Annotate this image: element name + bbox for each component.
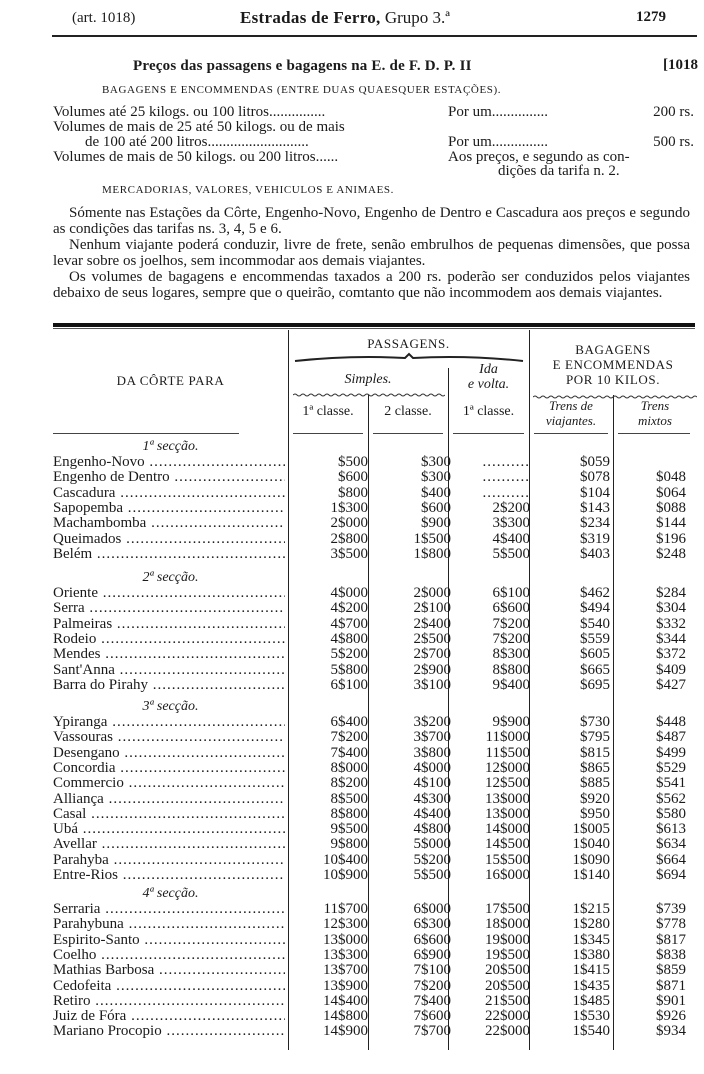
baggage-trens-viajantes: 1$540: [572, 1023, 610, 1040]
section-title: 4ª secção.: [142, 886, 199, 901]
station-name: Palmeiras .....: [53, 617, 285, 632]
fare-simples-2a: 5$000: [413, 836, 451, 853]
station-name: Barra do Pirahy .....: [53, 678, 285, 693]
header-underline: [53, 433, 239, 434]
fare-ida-volta-1a: 14$000: [485, 821, 530, 838]
station-name: Retiro .....: [53, 994, 285, 1009]
fare-simples-2a: 6$900: [413, 946, 451, 963]
fare-simples-1a: 14$400: [323, 992, 368, 1009]
baggage-trens-mixtos: $332: [656, 615, 686, 632]
baggage-trens-mixtos: $859: [656, 962, 686, 979]
fare-simples-2a: 7$400: [413, 992, 451, 1009]
table-top-rule: [53, 323, 695, 327]
fare-ida-volta-1a: 3$300: [492, 515, 530, 532]
baggage-trens-mixtos: $284: [656, 585, 686, 601]
fare-ida-volta-1a: 8$300: [492, 646, 530, 663]
header-underline: [453, 433, 524, 434]
fare-ida-volta-1a: ..........: [482, 454, 530, 470]
fare-simples-1a: 1$300: [330, 499, 368, 516]
fare-simples-1a: 5$800: [330, 661, 368, 678]
station-name: Engenho de Dentro .....: [53, 470, 285, 485]
fare-simples-1a: 14$900: [323, 1023, 368, 1040]
fare-ida-volta-1a: 5$500: [492, 545, 530, 562]
table-row: [53, 1024, 698, 1039]
col-header-passagens: PASSAGENS.: [367, 336, 450, 351]
baggage-trens-mixtos: $541: [656, 775, 686, 792]
fare-simples-1a: 8$500: [330, 790, 368, 807]
station-name: Cascadura .....: [53, 486, 285, 501]
table-row: [53, 663, 698, 678]
fare-simples-1a: 2$800: [330, 530, 368, 547]
baggage-trens-viajantes: 1$140: [572, 867, 610, 883]
fare-simples-2a: 3$800: [413, 744, 451, 761]
fare-ida-volta-1a: 9$400: [492, 676, 530, 693]
baggage-trens-viajantes: 1$005: [572, 821, 610, 838]
fare-simples-2a: 4$100: [413, 775, 451, 792]
station-name: Engenho-Novo .....: [53, 455, 285, 470]
fare-ida-volta-1a: 7$200: [492, 615, 530, 632]
baggage-trens-viajantes: 1$090: [572, 851, 610, 868]
fare-ida-volta-1a: 19$500: [485, 946, 530, 963]
col-header-1a-classe: 1ª classe.: [302, 404, 354, 419]
fare-simples-1a: 5$200: [330, 646, 368, 663]
baggage-trens-viajantes: $059: [580, 454, 610, 470]
table-row: [53, 902, 698, 917]
col-header-bagagens: BAGAGENS: [575, 342, 651, 357]
table-row: [53, 547, 698, 562]
fare-simples-1a: 6$100: [330, 676, 368, 693]
fare-simples-2a: 2$100: [413, 600, 451, 617]
fare-simples-1a: 3$500: [330, 545, 368, 562]
station-name: Avellar .....: [53, 837, 285, 852]
col-header-2-classe: 2 classe.: [384, 404, 432, 419]
baggage-trens-mixtos: $372: [656, 646, 686, 663]
baggage-trens-mixtos: $304: [656, 600, 686, 617]
fare-simples-1a: 13$900: [323, 977, 368, 994]
station-name: Concordia .....: [53, 761, 285, 776]
fare-ida-volta-1a: 12$000: [485, 759, 530, 776]
fare-ida-volta-1a: 13$000: [485, 805, 530, 822]
table-row: [53, 822, 698, 837]
baggage-trens-viajantes: 1$345: [572, 931, 610, 948]
baggage-trens-viajantes: $815: [580, 744, 610, 761]
baggage-trens-mixtos: $529: [656, 759, 686, 776]
fare-simples-1a: 13$300: [323, 946, 368, 963]
table-row: [53, 455, 698, 470]
fare-simples-2a: 4$400: [413, 805, 451, 822]
baggage-trens-viajantes: 1$435: [572, 977, 610, 994]
baggage-trens-mixtos: $613: [656, 821, 686, 838]
fare-ida-volta-1a: 13$000: [485, 790, 530, 807]
table-row: [53, 837, 698, 852]
baggage-trens-viajantes: $920: [580, 790, 610, 807]
fare-simples-2a: 4$300: [413, 790, 451, 807]
station-name: Ypiranga .....: [53, 715, 285, 730]
fare-ida-volta-1a: 6$100: [492, 585, 530, 601]
fare-simples-1a: 7$400: [330, 744, 368, 761]
fare-simples-1a: 11$700: [323, 901, 368, 917]
table-row: [53, 761, 698, 776]
station-name: Espirito-Santo .....: [53, 933, 285, 948]
baggage-trens-mixtos: $562: [656, 790, 686, 807]
station-name: Ubá .....: [53, 822, 285, 837]
station-name: Casal .....: [53, 807, 285, 822]
station-name: Parahybuna .....: [53, 917, 285, 932]
station-name: Coelho .....: [53, 948, 285, 963]
table-row: [53, 979, 698, 994]
fare-simples-2a: 7$100: [413, 962, 451, 979]
station-name: Mathias Barbosa .....: [53, 963, 285, 978]
fare-ida-volta-1a: 2$200: [492, 499, 530, 516]
baggage-line-left: Volumes até 25 kilogs. ou 100 litros...............: [53, 104, 326, 120]
fare-ida-volta-1a: 16$000: [485, 867, 530, 883]
running-title-group: Grupo 3.ª: [380, 8, 450, 27]
table-row: [53, 994, 698, 1009]
fare-simples-2a: 3$200: [413, 714, 451, 730]
baggage-trens-viajantes: 1$380: [572, 946, 610, 963]
fare-simples-1a: 8$000: [330, 759, 368, 776]
baggage-trens-viajantes: $540: [580, 615, 610, 632]
fare-simples-1a: 8$200: [330, 775, 368, 792]
fare-simples-2a: 4$800: [413, 821, 451, 838]
table-row: [53, 746, 698, 761]
table-row: [53, 917, 698, 932]
baggage-trens-mixtos: $048: [656, 469, 686, 486]
fare-simples-2a: 1$500: [413, 530, 451, 547]
station-name: Sapopemba .....: [53, 501, 285, 516]
table-row: [53, 948, 698, 963]
running-title: [240, 8, 450, 28]
col-header-ida-1a-classe: 1ª classe.: [462, 404, 515, 419]
baggage-trens-mixtos: $448: [656, 714, 686, 730]
baggage-trens-mixtos: $838: [656, 946, 686, 963]
baggage-trens-mixtos: $694: [656, 867, 686, 883]
baggage-trens-viajantes: $795: [580, 729, 610, 746]
table-top-thin-rule: [53, 328, 695, 329]
station-name: Belém .....: [53, 547, 285, 562]
station-name: Commercio .....: [53, 776, 285, 791]
fare-ida-volta-1a: ..........: [482, 484, 530, 501]
fare-simples-1a: 9$500: [330, 821, 368, 838]
fare-simples-2a: 2$900: [413, 661, 451, 678]
baggage-trens-viajantes: 1$280: [572, 916, 610, 933]
header-underline: [534, 433, 608, 434]
station-name: Rodeio .....: [53, 632, 285, 647]
fare-ida-volta-1a: 18$000: [485, 916, 530, 933]
fare-simples-1a: 4$800: [330, 630, 368, 647]
table-row: [53, 807, 698, 822]
fare-simples-2a: $600: [421, 499, 451, 516]
baggage-trens-viajantes: $950: [580, 805, 610, 822]
baggage-trens-viajantes: 1$485: [572, 992, 610, 1009]
page-number: 1279: [636, 9, 666, 25]
fare-simples-2a: 6$600: [413, 931, 451, 948]
fare-simples-2a: 2$000: [413, 585, 451, 601]
article-reference: (art. 1018): [72, 10, 136, 26]
fare-ida-volta-1a: ..........: [482, 469, 530, 486]
fare-ida-volta-1a: 17$500: [485, 901, 530, 917]
baggage-trens-mixtos: $871: [656, 977, 686, 994]
station-name: Vassouras .....: [53, 730, 285, 745]
fare-simples-2a: 4$000: [413, 759, 451, 776]
baggage-trens-viajantes: 1$415: [572, 962, 610, 979]
station-name: Entre-Rios .....: [53, 868, 285, 883]
baggage-trens-viajantes: $462: [580, 585, 610, 601]
baggage-trens-viajantes: $078: [580, 469, 610, 486]
station-name: Parahyba .....: [53, 853, 285, 868]
fare-simples-1a: 10$900: [323, 867, 368, 883]
baggage-heading: BAGAGENS E ENCOMMENDAS (ENTRE DUAS QUAESQUER ESTAÇÕES).: [102, 84, 502, 96]
station-name: Serraria .....: [53, 902, 285, 917]
fare-ida-volta-1a: 22$000: [485, 1023, 530, 1040]
col-header-bagagens: E ENCOMMENDAS: [552, 357, 674, 372]
baggage-trens-mixtos: $344: [656, 630, 686, 647]
header-underline: [373, 433, 443, 434]
fare-simples-2a: 2$500: [413, 630, 451, 647]
fare-simples-1a: $600: [338, 469, 368, 486]
col-header-simples: Simples.: [344, 372, 392, 387]
baggage-trens-viajantes: 1$040: [572, 836, 610, 853]
fare-ida-volta-1a: 20$500: [485, 977, 530, 994]
baggage-trens-mixtos: $144: [656, 515, 686, 532]
fare-simples-1a: 14$800: [323, 1008, 368, 1025]
goods-paragraph: Nenhum viajante poderá conduzir, livre de frete, senão embrulhos de pequenas dimensões, que possa levar sobre os joelhos, sem incommodar aos demais viajantes.: [53, 237, 690, 269]
fare-ida-volta-1a: 20$500: [485, 962, 530, 979]
station-name: Cedofeita .....: [53, 979, 285, 994]
baggage-line-right: Por um...............: [448, 134, 549, 150]
table-row: [53, 678, 698, 693]
table-row: [53, 853, 698, 868]
fare-simples-1a: 4$000: [330, 585, 368, 601]
header-underline: [618, 433, 690, 434]
table-row: [53, 792, 698, 807]
fare-simples-1a: 13$700: [323, 962, 368, 979]
fare-simples-1a: 13$000: [323, 931, 368, 948]
baggage-trens-viajantes: $104: [580, 484, 610, 501]
table-row: [53, 868, 698, 883]
station-name: Queimados .....: [53, 532, 285, 547]
baggage-trens-mixtos: $248: [656, 545, 686, 562]
station-name: Mariano Procopio .....: [53, 1024, 285, 1039]
fare-simples-2a: 1$800: [413, 545, 451, 562]
article-number: [1018: [663, 57, 698, 73]
baggage-trens-mixtos: $934: [656, 1023, 686, 1040]
fare-simples-1a: 4$700: [330, 615, 368, 632]
baggage-line-amount: 500 rs.: [653, 134, 694, 150]
page-title: Preços das passagens e bagagens na E. de F. D. P. II: [133, 58, 472, 74]
table-row: [53, 963, 698, 978]
station-name: Desengano .....: [53, 746, 285, 761]
goods-paragraph: Sómente nas Estações da Côrte, Engenho-Novo, Engenho de Dentro e Cascadura aos preços e segundo as condições das tarifas ns. 3, 4, 5 e 6.: [53, 205, 690, 237]
fare-simples-2a: 7$600: [413, 1008, 451, 1025]
table-row: [53, 647, 698, 662]
baggage-line-left: de 100 até 200 litros...........................: [85, 134, 309, 150]
fare-ida-volta-1a: 11$000: [485, 729, 530, 746]
fare-simples-2a: 3$100: [413, 676, 451, 693]
table-row: [53, 632, 698, 647]
baggage-trens-mixtos: $427: [656, 676, 686, 693]
fare-ida-volta-1a: 15$500: [485, 851, 530, 868]
fare-simples-1a: 9$800: [330, 836, 368, 853]
station-name: Alliança .....: [53, 792, 285, 807]
table-row: [53, 532, 698, 547]
table-row: [53, 730, 698, 745]
goods-paragraphs: [53, 205, 690, 301]
fare-simples-1a: 8$800: [330, 805, 368, 822]
col-header-trens-viajantes: viajantes.: [545, 413, 597, 428]
fare-ida-volta-1a: 22$000: [485, 1008, 530, 1025]
fare-simples-2a: 2$700: [413, 646, 451, 663]
fare-simples-1a: 10$400: [323, 851, 368, 868]
fare-ida-volta-1a: 12$500: [485, 775, 530, 792]
baggage-trens-viajantes: $234: [580, 515, 610, 532]
fare-simples-2a: $300: [421, 469, 451, 486]
fare-simples-2a: 2$400: [413, 615, 451, 632]
station-name: Juiz de Fóra .....: [53, 1009, 285, 1024]
fare-simples-1a: 12$300: [323, 916, 368, 933]
fare-simples-2a: $300: [421, 454, 451, 470]
fare-simples-1a: $500: [338, 454, 368, 470]
fare-simples-1a: 4$200: [330, 600, 368, 617]
fare-ida-volta-1a: 19$000: [485, 931, 530, 948]
station-name: Machambomba .....: [53, 516, 285, 531]
baggage-trens-mixtos: $409: [656, 661, 686, 678]
baggage-trens-mixtos: $487: [656, 729, 686, 746]
baggage-trens-mixtos: $817: [656, 931, 686, 948]
baggage-trens-mixtos: $901: [656, 992, 686, 1009]
section-title: 2ª secção.: [142, 570, 199, 585]
fare-simples-2a: $400: [421, 484, 451, 501]
table-row: [53, 486, 698, 501]
baggage-trens-mixtos: $088: [656, 499, 686, 516]
fare-simples-2a: 3$700: [413, 729, 451, 746]
baggage-trens-viajantes: $730: [580, 714, 610, 730]
fare-simples-2a: 7$200: [413, 977, 451, 994]
baggage-trens-mixtos: $664: [656, 851, 686, 868]
baggage-trens-mixtos: $580: [656, 805, 686, 822]
goods-paragraph: Os volumes de bagagens e encommendas taxados a 200 rs. poderão ser conduzidos pelos viajantes debaixo de seus logares, sempre que o queirão, comtanto que não incommodem aos demais viajantes.: [53, 269, 690, 301]
table-row: [53, 501, 698, 516]
col-header-bagagens: POR 10 KILOS.: [565, 372, 661, 387]
baggage-trens-viajantes: $665: [580, 661, 610, 678]
col-header-volta: e volta.: [467, 377, 510, 392]
fare-simples-2a: 6$000: [413, 901, 451, 917]
fare-ida-volta-1a: 11$500: [485, 744, 530, 761]
section-title: 3ª secção.: [142, 699, 199, 714]
col-header-from: DA CÔRTE PARA: [116, 373, 225, 388]
baggage-trens-mixtos: $499: [656, 744, 686, 761]
table-row: [53, 933, 698, 948]
col-header-trens-viajantes: Trens de: [549, 398, 593, 413]
baggage-trens-viajantes: $143: [580, 499, 610, 516]
baggage-trens-viajantes: $695: [580, 676, 610, 693]
fare-ida-volta-1a: 9$900: [492, 714, 530, 730]
fare-ida-volta-1a: 6$600: [492, 600, 530, 617]
fare-simples-1a: 6$400: [330, 714, 368, 730]
fare-simples-1a: $800: [338, 484, 368, 501]
fare-simples-1a: 7$200: [330, 729, 368, 746]
col-header-ida: Ida: [479, 362, 498, 377]
table-row: [53, 601, 698, 616]
baggage-trens-mixtos: $926: [656, 1008, 686, 1025]
fare-ida-volta-1a: 8$800: [492, 661, 530, 678]
wavy-rule: [293, 393, 445, 397]
station-name: Oriente .....: [53, 586, 285, 601]
baggage-line-left: Volumes de mais de 25 até 50 kilogs. ou de mais: [53, 119, 345, 135]
baggage-trens-viajantes: $605: [580, 646, 610, 663]
table-row: [53, 516, 698, 531]
section-title: 1ª secção.: [142, 439, 199, 454]
fare-ida-volta-1a: 21$500: [485, 992, 530, 1009]
fare-simples-2a: 5$200: [413, 851, 451, 868]
baggage-trens-mixtos: $196: [656, 530, 686, 547]
fare-ida-volta-1a: 14$500: [485, 836, 530, 853]
fare-simples-2a: 6$300: [413, 916, 451, 933]
baggage-trens-viajantes: $319: [580, 530, 610, 547]
fare-simples-2a: $900: [421, 515, 451, 532]
running-title-bold: Estradas de Ferro,: [240, 8, 381, 27]
header-underline: [293, 433, 363, 434]
baggage-trens-mixtos: $778: [656, 916, 686, 933]
station-name: Serra .....: [53, 601, 285, 616]
baggage-trens-viajantes: $865: [580, 759, 610, 776]
goods-heading: MERCADORIAS, VALORES, VEHICULOS E ANIMAES.: [102, 184, 394, 196]
baggage-trens-viajantes: 1$530: [572, 1008, 610, 1025]
baggage-line-right: Por um...............: [448, 104, 549, 120]
baggage-trens-viajantes: $494: [580, 600, 610, 617]
baggage-trens-viajantes: $559: [580, 630, 610, 647]
fare-simples-1a: 2$000: [330, 515, 368, 532]
table-row: [53, 470, 698, 485]
station-name: Mendes .....: [53, 647, 285, 662]
table-row: [53, 715, 698, 730]
table-row: [53, 586, 698, 601]
fare-simples-2a: 5$500: [413, 867, 451, 883]
baggage-line-right: Aos preços, e segundo as con-: [448, 149, 630, 165]
fare-ida-volta-1a: 4$400: [492, 530, 530, 547]
table-row: [53, 617, 698, 632]
baggage-trens-mixtos: $739: [656, 901, 686, 917]
baggage-trens-mixtos: $064: [656, 484, 686, 501]
baggage-trens-viajantes: $885: [580, 775, 610, 792]
table-row: [53, 1009, 698, 1024]
baggage-trens-viajantes: 1$215: [572, 901, 610, 917]
baggage-trens-mixtos: $634: [656, 836, 686, 853]
baggage-line-amount: 200 rs.: [653, 104, 694, 120]
header-rule: [52, 35, 697, 37]
station-name: Sant'Anna .....: [53, 663, 285, 678]
baggage-line-left: Volumes de mais de 50 kilogs. ou 200 litros......: [53, 149, 339, 165]
baggage-trens-viajantes: $403: [580, 545, 610, 562]
col-header-trens-mixtos: Trens: [640, 398, 670, 413]
fare-ida-volta-1a: 7$200: [492, 630, 530, 647]
fare-simples-2a: 7$700: [413, 1023, 451, 1040]
col-header-trens-mixtos: mixtos: [638, 413, 672, 428]
baggage-line-right: dições da tarifa n. 2.: [498, 163, 620, 179]
table-row: [53, 776, 698, 791]
